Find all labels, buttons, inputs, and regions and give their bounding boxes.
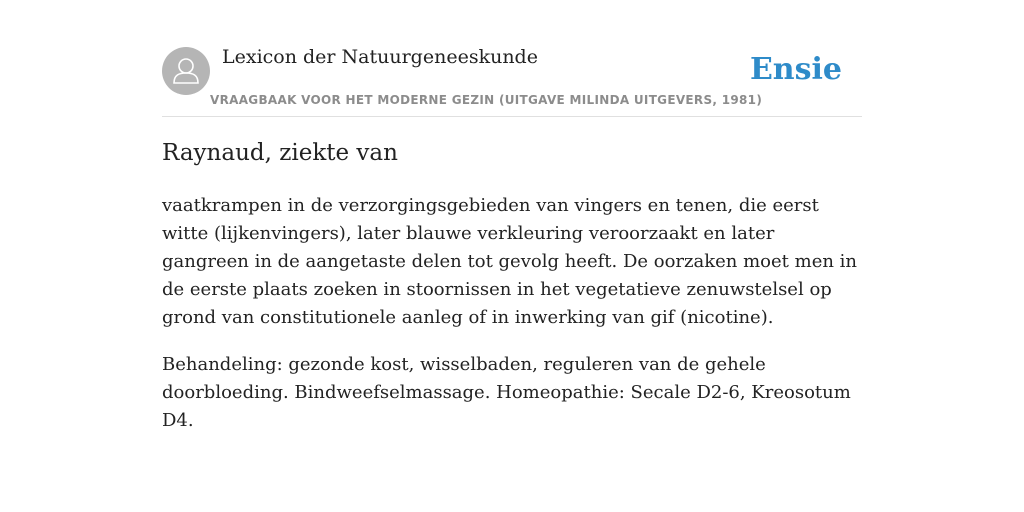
user-icon[interactable] bbox=[162, 47, 210, 95]
entry-header bbox=[162, 46, 862, 117]
entry-body bbox=[162, 192, 862, 454]
brand-logo[interactable]: Ensie bbox=[749, 52, 842, 87]
entry-paragraph: vaatkrampen in de verzorgingsgebieden van vingers en tenen, die eerst witte (lijkenvingers), later blauwe verkleuring veroorzaakt en later gangreen in de aangetaste delen tot gevolg heeft. De oorzaken moet men in de eerste plaats zoeken in stoornissen in het vegetatieve zenuwstelsel op grond van constitutionele aanleg of in inwerking van gif (nicotine). bbox=[162, 195, 858, 328]
source-subtitle: VRAAGBAAK VOOR HET MODERNE GEZIN (UITGAVE MILINDA UITGEVERS, 1981) bbox=[210, 93, 763, 107]
entry-paragraph: Behandeling: gezonde kost, wisselbaden, reguleren van de gehele doorbloeding. Bindweefselmassage. Homeopathie: Secale D2-6, Kreosotum D4. bbox=[162, 354, 851, 431]
source-title[interactable]: Lexicon der Natuurgeneeskunde bbox=[222, 46, 538, 68]
entry-title: Raynaud, ziekte van bbox=[162, 140, 398, 166]
